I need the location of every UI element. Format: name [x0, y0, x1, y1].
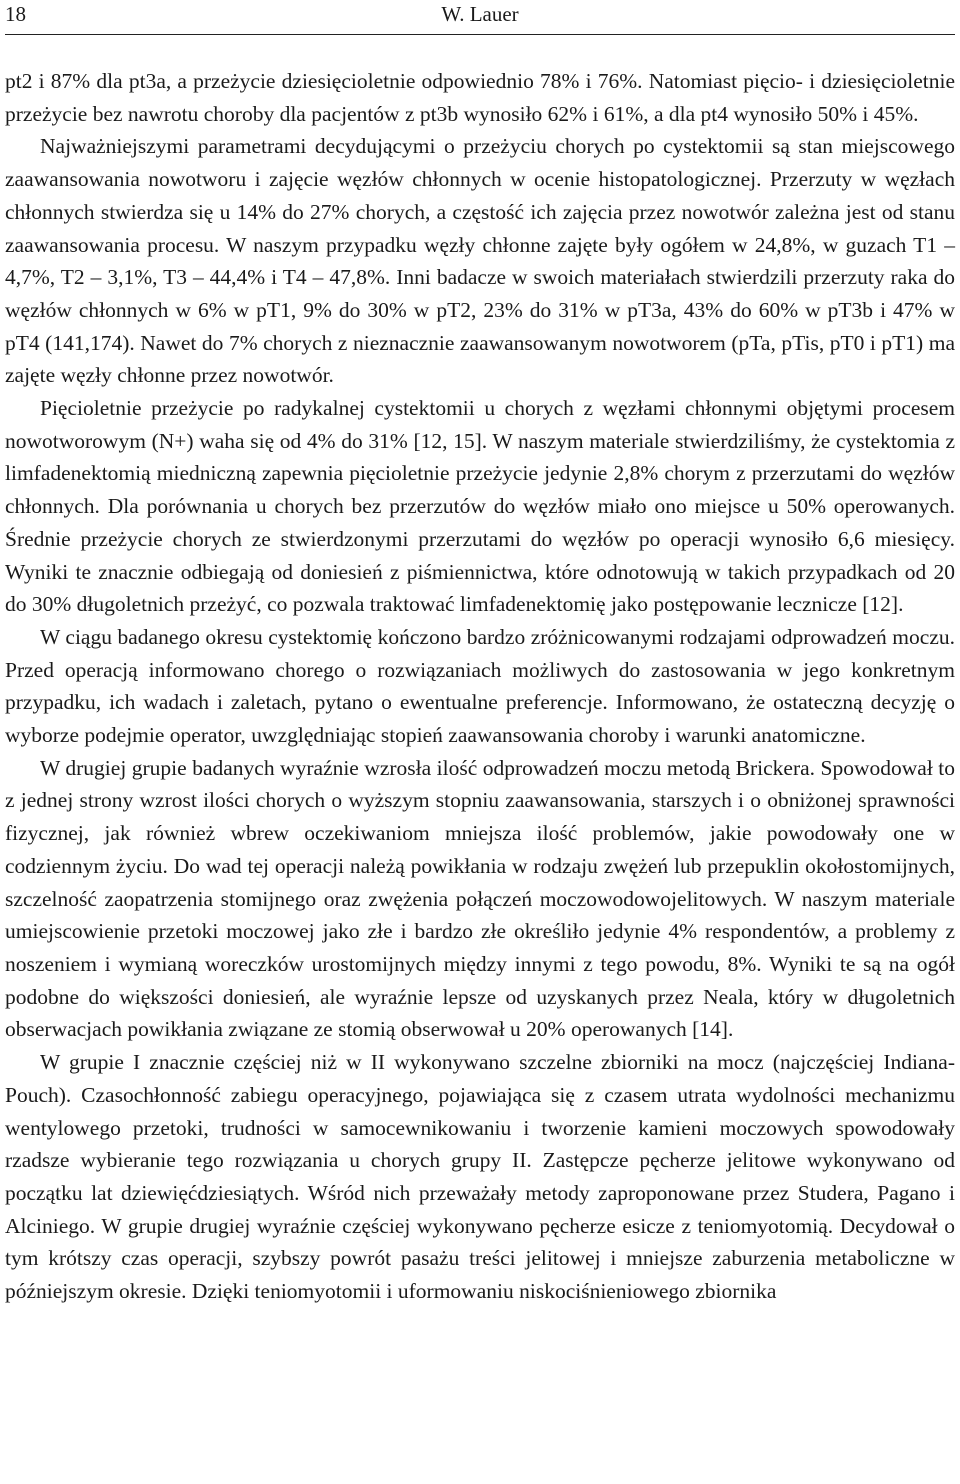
page-header — [5, 0, 955, 35]
paragraph: W grupie I znacznie częściej niż w II wykonywano szczelne zbiorniki na mocz (najczęściej Indiana-Pouch). Czasochłonność zabiegu operacyjnego, pojawiająca się z czasem utrata wydolności mechanizmu wentylowego przetoki, trudności w samocewnikowaniu i tworzenie kamieni moczowych spowodowały rzadsze wybieranie tego rozwiązania u chorych grupy II. Zastępcze pęcherze jelitowe wykonywano od początku lat dziewięćdziesiątych. Wśród nich przeważały metody zaproponowane przez Studera, Pagano i Alciniego. W grupie drugiej wyraźnie częściej wykonywano pęcherze esicze z teniomyotomią. Decydował o tym krótszy czas operacji, szybszy powrót pasażu treści jelitowej i mniejsze zaburzenia metaboliczne w późniejszym okresie. Dzięki teniomyotomii i uformowaniu niskociśnieniowego zbiornika — [5, 1050, 955, 1304]
running-head-author: W. Lauer — [441, 2, 519, 26]
document-page — [5, 0, 955, 1308]
paragraph: Pięcioletnie przeżycie po radykalnej cystektomii u chorych z węzłami chłonnymi objętymi procesem nowotworowym (N+) waha się od 4% do 31% [12, 15]. W naszym materiale stwierdziliśmy, że cystektomia z limfadenektomią miedniczną zapewnia pięcioletnie przeżycie jedynie 2,8% chorym z przerzutami do węzłów chłonnych. Dla porównania u chorych bez przerzutów do węzłów miało ono miejsce u 50% operowanych. Średnie przeżycie chorych ze stwierdzonymi przerzutami do węzłów po operacji wynosiło 6,6 miesięcy. Wyniki te znacznie odbiegają od doniesień z piśmiennictwa, które odnotowują w takich przypadkach od 20 do 30% długoletnich przeżyć, co pozwala traktować limfadenektomię jako postępowanie lecznicze [12]. — [5, 396, 955, 617]
paragraph: W ciągu badanego okresu cystektomię kończono bardzo zróżnicowanymi rodzajami odprowadzeń moczu. Przed operacją informowano chorego o rozwiązaniach możliwych do zastosowania w jego konkretnym przypadku, ich wadach i zaletach, pytano o ewentualne preferencje. Informowano, że ostateczną decyzję o wyborze podejmie operator, uwzględniając stopień zaawansowania choroby i warunki anatomiczne. — [5, 624, 955, 748]
paragraph: pt2 i 87% dla pt3a, a przeżycie dziesięcioletnie odpowiednio 78% i 76%. Natomiast pięcio- i dziesięcioletnie przeżycie bez nawrotu choroby dla pacjentów z pt3b wynosiło 62% i 61%, a dla pt4 wynosiło 50% i 45%. — [5, 69, 955, 126]
page-number: 18 — [5, 2, 26, 26]
paragraph: W drugiej grupie badanych wyraźnie wzrosła ilość odprowadzeń moczu metodą Brickera. Spowodował to z jednej strony wzrost ilości chorych o wyższym stopniu zaawansowania, starszych i o obniżonej sprawności fizycznej, jak również wbrew oczekiwaniom mniejsza ilość problemów, jakie powodowały one w codziennym życiu. Do wad tej operacji należą powikłania w rodzaju zwężeń lub przepuklin okołostomijnych, szczelność zaopatrzenia stomijnego oraz zwężenia połączeń moczowodowojelitowych. W naszym materiale umiejscowienie przetoki moczowej jako złe i bardzo złe określiło jedynie 4% respondentów, a problemy z noszeniem i wymianą woreczków urostomijnych między innymi z tego powodu, 8%. Wyniki te są na ogół podobne do większości doniesień, ale wyraźnie lepsze od uzyskanych przez Neala, który w długoletnich obserwacjach powikłania związane ze stomią obserwował u 20% operowanych [14]. — [5, 755, 955, 1042]
body-text — [5, 65, 955, 1308]
paragraph: Najważniejszymi parametrami decydującymi o przeżyciu chorych po cystektomii są stan miejscowego zaawansowania nowotworu i zajęcie węzłów chłonnych w ocenie histopatologicznej. Przerzuty w węzłach chłonnych stwierdza się u 14% do 27% chorych, a częstość ich zajęcia przez nowotwór zależna jest od stanu zaawansowania procesu. W naszym przypadku węzły chłonne zajęte były ogółem w 24,8%, w guzach T1 – 4,7%, T2 – 3,1%, T3 – 44,4% i T4 – 47,8%. Inni badacze w swoich materiałach stwierdzili przerzuty raka do węzłów chłonnych w 6% w pT1, 9% do 30% w pT2, 23% do 31% w pT3a, 43% do 60% w pT3b i 47% w pT4 (141,174). Nawet do 7% chorych z nieznacznie zaawansowanym nowotworem (pTa, pTis, pT0 i pT1) ma zajęte węzły chłonne przez nowotwór. — [5, 134, 955, 388]
